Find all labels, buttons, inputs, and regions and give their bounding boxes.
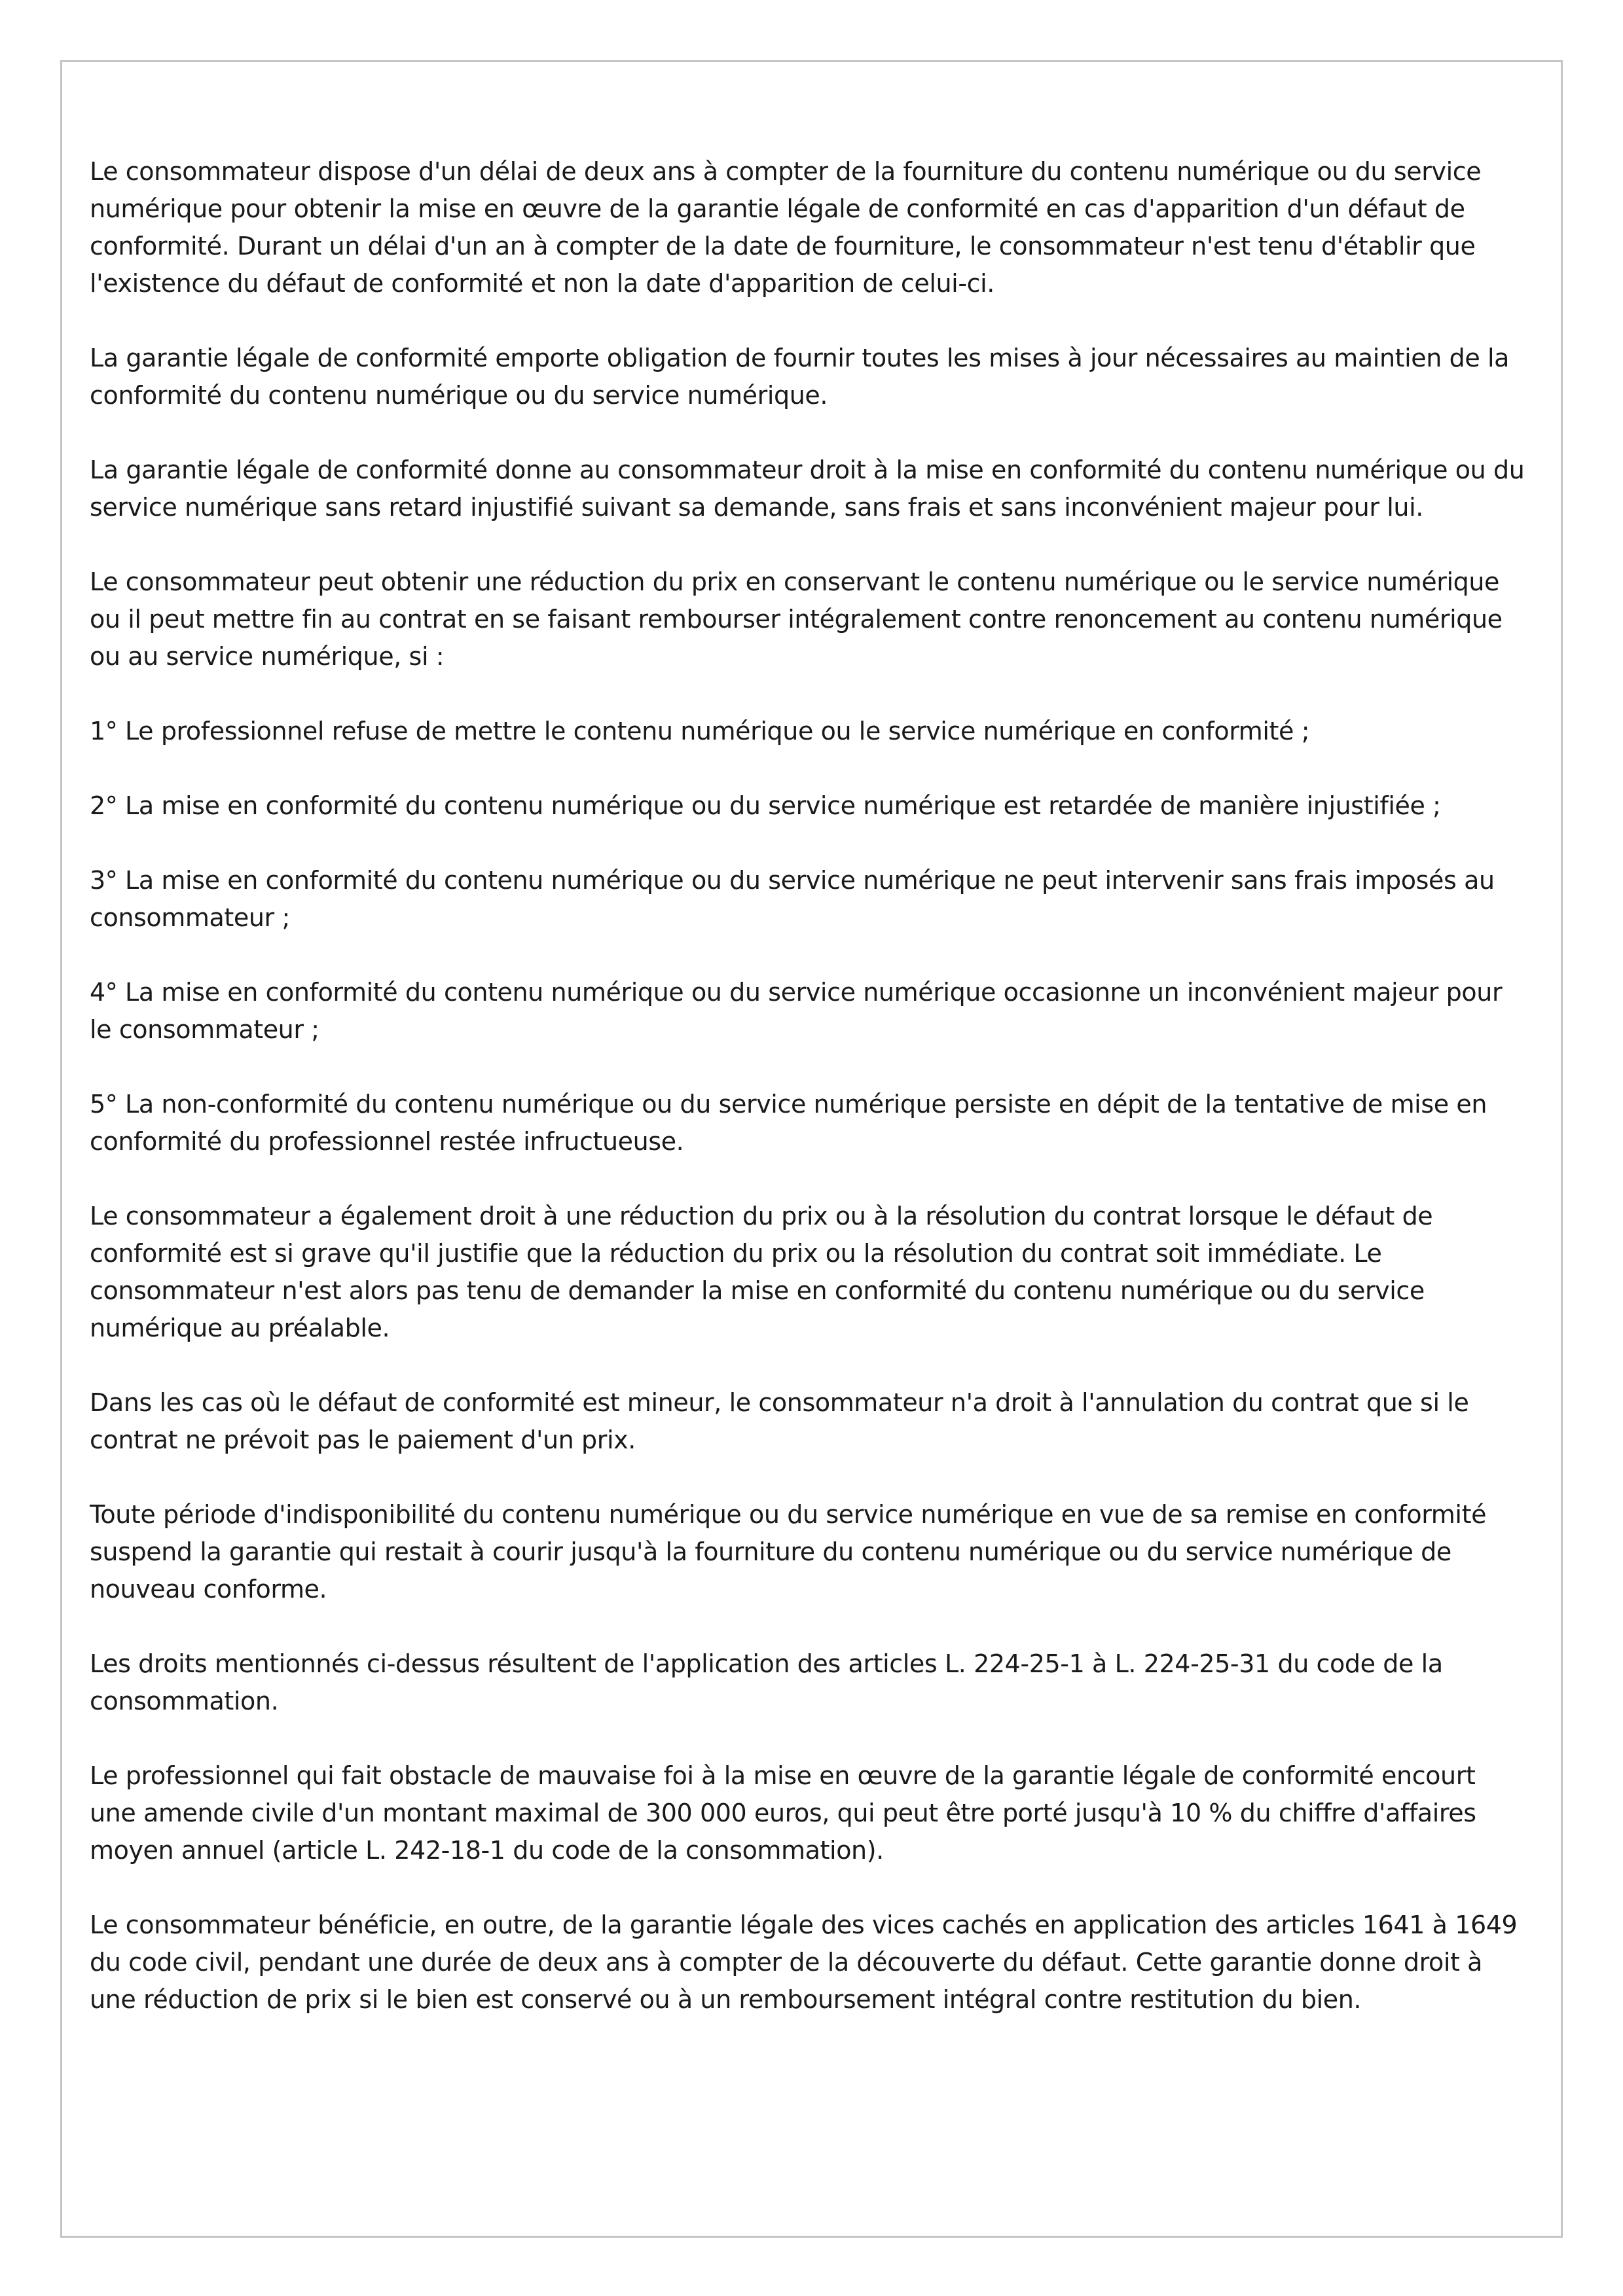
paragraph-mise-en-conformite: La garantie légale de conformité donne au consommateur droit à la mise en conformité du contenu numérique ou du service numérique sans retard injustifié suivant sa demande, sans frais et sans inconvénient majeur pour lui. (90, 456, 1525, 522)
paragraph-condition-1: 1° Le professionnel refuse de mettre le contenu numérique ou le service numérique en conformité ; (90, 717, 1310, 745)
paragraph-condition-3: 3° La mise en conformité du contenu numérique ou du service numérique ne peut intervenir sans frais imposés au consommateur ; (90, 866, 1495, 932)
paragraph-condition-4: 4° La mise en conformité du contenu numérique ou du service numérique occasionne un inconvénient majeur pour le consommateur ; (90, 978, 1503, 1044)
paragraph-vices-caches: Le consommateur bénéficie, en outre, de la garantie légale des vices cachés en application des articles 1641 à 1649 du code civil, pendant une durée de deux ans à compter de la découverte du défaut. Cette garantie donne droit à une réduction de prix si le bien est conservé ou à un remboursement intégral contre restitution du bien. (90, 1910, 1518, 2014)
paragraph-amende-civile: Le professionnel qui fait obstacle de mauvaise foi à la mise en œuvre de la garantie légale de conformité encourt une amende civile d'un montant maximal de 300 000 euros, qui peut être porté jusqu'à 10 % du chiffre d'affaires moyen annuel (article L. 242-18-1 du code de la consommation). (90, 1761, 1476, 1865)
paragraph-mises-a-jour: La garantie légale de conformité emporte obligation de fournir toutes les mises à jour nécessaires au maintien de la conformité du contenu numérique ou du service numérique. (90, 344, 1510, 410)
paragraph-indisponibilite: Toute période d'indisponibilité du contenu numérique ou du service numérique en vue de sa remise en conformité suspend la garantie qui restait à courir jusqu'à la fourniture du contenu numérique ou du service numérique de nouveau conforme. (90, 1500, 1487, 1604)
document-body (90, 153, 1527, 2056)
paragraph-defaut-mineur: Dans les cas où le défaut de conformité est mineur, le consommateur n'a droit à l'annulation du contrat que si le contrat ne prévoit pas le paiement d'un prix. (90, 1388, 1469, 1454)
paragraph-reduction-prix-conditions: Le consommateur peut obtenir une réduction du prix en conservant le contenu numérique ou le service numérique ou il peut mettre fin au contrat en se faisant rembourser intégralement contre renoncement au contenu numérique ou au service numérique, si : (90, 567, 1503, 671)
paragraph-articles-code: Les droits mentionnés ci-dessus résultent de l'application des articles L. 224-25-1 à L. 224-25-31 du code de la consommation. (90, 1649, 1443, 1715)
paragraph-delai-garantie: Le consommateur dispose d'un délai de deux ans à compter de la fourniture du contenu numérique ou du service numérique pour obtenir la mise en œuvre de la garantie légale de conformité en cas d'apparition d'un défaut de conformité. Durant un délai d'un an à compter de la date de fourniture, le consommateur n'est tenu d'établir que l'existence du défaut de conformité et non la date d'apparition de celui-ci. (90, 157, 1482, 298)
paragraph-condition-5: 5° La non-conformité du contenu numérique ou du service numérique persiste en dépit de la tentative de mise en conformité du professionnel restée infructueuse. (90, 1090, 1487, 1156)
paragraph-condition-2: 2° La mise en conformité du contenu numérique ou du service numérique est retardée de manière injustifiée ; (90, 791, 1441, 820)
paragraph-defaut-grave: Le consommateur a également droit à une réduction du prix ou à la résolution du contrat lorsque le défaut de conformité est si grave qu'il justifie que la réduction du prix ou la résolution du contrat soit immédiate. Le consommateur n'est alors pas tenu de demander la mise en conformité du contenu numérique ou du service numérique au préalable. (90, 1202, 1433, 1342)
